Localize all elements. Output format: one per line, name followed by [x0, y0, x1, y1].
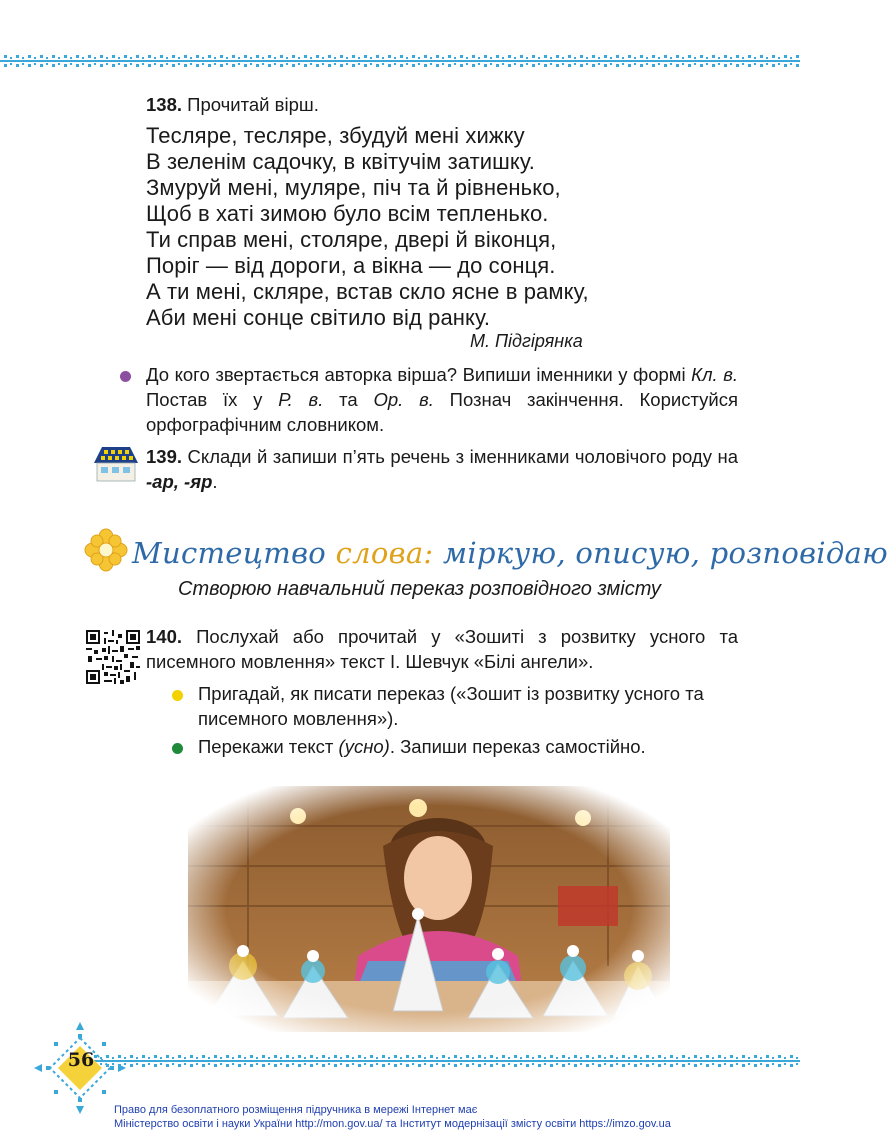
section-title-part: слова:	[335, 536, 434, 570]
poem-line: Тесляре, тесляре, збудуй мені хижку	[146, 123, 525, 148]
exercise-140	[146, 624, 738, 674]
girl-with-paper-angels-photo	[188, 786, 670, 1032]
poem-line: Ти справ мені, столяре, двері й віконця,	[146, 227, 557, 252]
poem-line: Щоб в хаті зимою було всім тепленько.	[146, 201, 549, 226]
flower-icon	[84, 528, 128, 572]
task-text: Постав їх у	[146, 389, 279, 410]
house-icon	[90, 445, 140, 483]
green-bullet-icon	[172, 743, 183, 754]
poem-line: Змуруй мені, муляре, піч та й рівненько,	[146, 175, 561, 200]
section-title	[132, 536, 888, 570]
poem-line: Аби мені сонце світило від ранку.	[146, 305, 491, 330]
bullet-text-italic: (усно)	[338, 736, 390, 757]
top-ornament-border	[0, 52, 800, 70]
bottom-ornament-border	[90, 1052, 800, 1070]
poem-line: А ти мені, скляре, встав скло ясне в рамку,	[146, 279, 589, 304]
exercise-instruction: Прочитай вірш.	[187, 94, 319, 115]
exercise-text: Послухай або прочитай у «Зошиті з розвитку усного та писемного мовлення» текст І. Шевчук «Білі ангели».	[146, 626, 738, 672]
suffixes: -ар, -яр	[146, 471, 213, 492]
exercise-number: 140.	[146, 626, 183, 647]
qr-code-icon[interactable]	[86, 630, 140, 684]
bullet-text: Перекажи текст	[198, 736, 339, 757]
purple-bullet-icon	[120, 371, 131, 382]
section-title-part: міркую, описую, розповідаю	[433, 536, 888, 570]
exercise-139	[146, 444, 738, 494]
case-abbrev: Кл. в.	[691, 364, 738, 385]
exercise-138-header	[146, 94, 319, 116]
poem-line: В зеленім садочку, в квітучім затишку.	[146, 149, 536, 174]
case-abbrev: Р. в.	[278, 389, 324, 410]
exercise-number: 139.	[146, 446, 183, 467]
exercise-140-bullet	[198, 734, 738, 759]
task-text: Познач закінчення. Користуйся орфографічним словником.	[146, 389, 738, 435]
task-text: та	[323, 389, 374, 410]
exercise-138-task	[146, 362, 738, 437]
exercise-140-bullet: Пригадай, як писати переказ («Зошит із розвитку усного та писемного мовлення»).	[198, 683, 704, 729]
bullet-text: . Запиши переказ самостійно.	[389, 736, 646, 757]
case-abbrev: Ор. в.	[373, 389, 434, 410]
section-title-part: Мистецтво	[132, 536, 336, 570]
exercise-text-end: .	[212, 471, 218, 492]
section-subtitle: Створюю навчальний переказ розповідного змісту	[178, 578, 661, 600]
exercise-text: Склади й запиши п’ять речень з іменниками чоловічого роду на	[187, 446, 738, 467]
footer-line: Міністерство освіти і науки України http://mon.gov.ua/ та Інститут модернізації змісту освіти https://imzo.gov.ua	[114, 1118, 671, 1130]
poem-author: М. Підгірянка	[470, 331, 583, 351]
task-text: До кого звертається авторка вірша? Випиши іменники у формі	[146, 364, 692, 385]
page-number: 56	[67, 1049, 95, 1071]
yellow-bullet-icon	[172, 690, 183, 701]
footer-line: Право для безоплатного розміщення підручника в мережі Інтернет має	[114, 1104, 478, 1116]
poem-line: Поріг — від дороги, а вікна — до сонця.	[146, 253, 556, 278]
exercise-number: 138.	[146, 94, 183, 115]
